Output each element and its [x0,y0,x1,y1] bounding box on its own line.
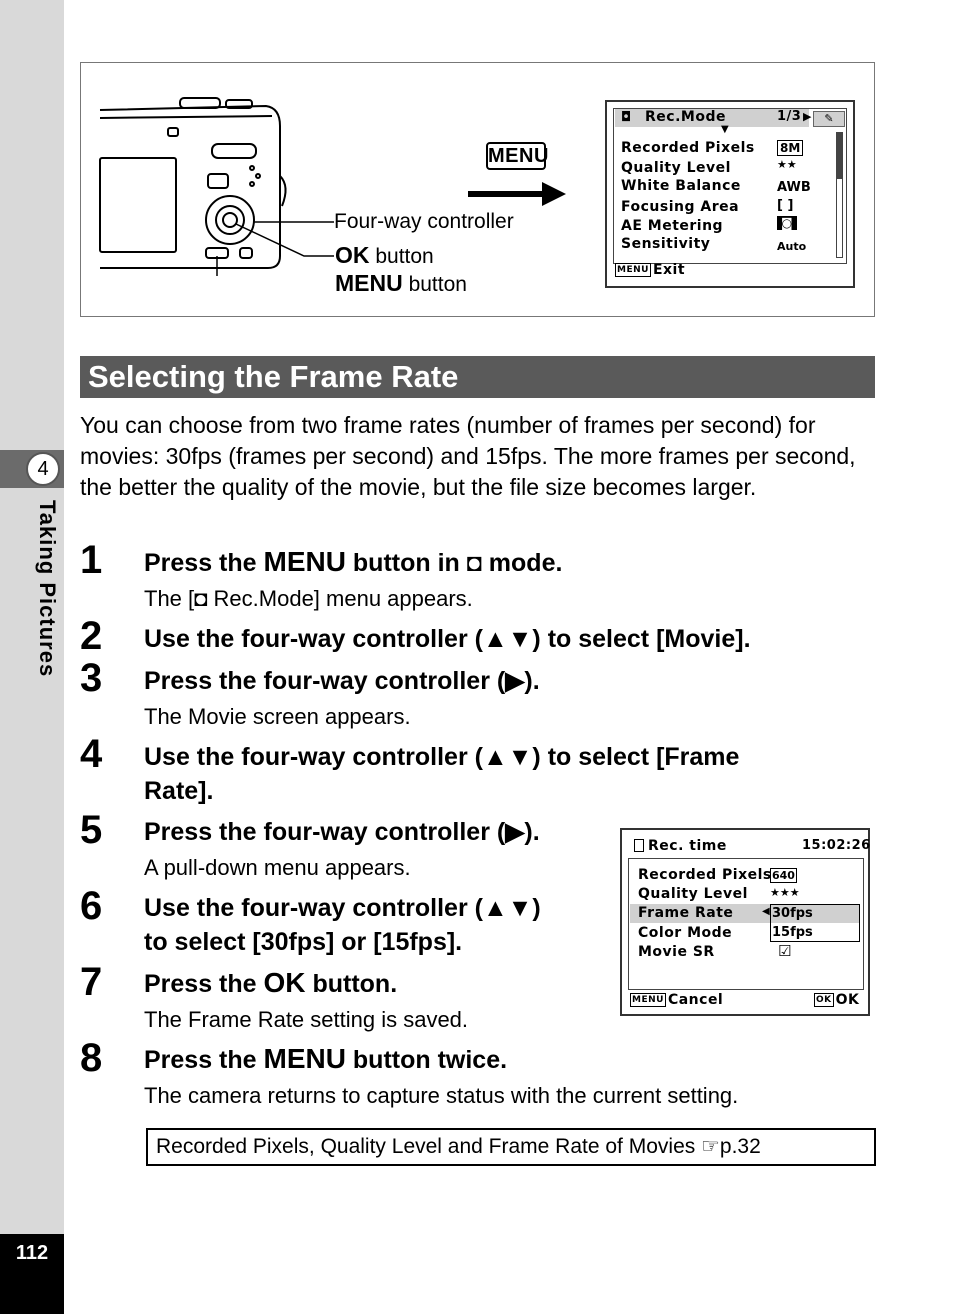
step-8-instruction [144,1042,507,1077]
rec-time-label: Rec. time [648,838,727,854]
exit-label: Exit [652,262,686,278]
ok-tag-icon: OK [816,995,832,1005]
step-text: Press the [144,549,264,577]
step-number: 2 [80,614,103,658]
camera-illustration [96,96,336,276]
step-text: button. [305,970,398,998]
menu-row-label: Quality Level [638,886,748,902]
step-text: Press the [144,970,264,998]
rec-time-value: 15:02:26 [802,838,871,853]
step-number: 3 [80,656,103,700]
ok-key-label: OK [335,242,370,268]
step-text: button in ◘ mode. [345,549,563,577]
arrow-right-icon [468,180,568,208]
step-7-instruction [144,966,397,1001]
dropdown-option-15fps[interactable]: 15fps [772,925,813,940]
ok-key-text: OK [263,967,306,998]
menu-row-label: White Balance [621,178,741,194]
step-7-result: The Frame Rate setting is saved. [144,1007,469,1032]
step-text: Use the four-way controller (▲▼) to select [Frame [144,743,740,771]
callout-ok-button [335,242,434,269]
rec-mode-header: Rec.Mode [645,109,726,125]
menu-button-word: button [408,273,467,296]
step-text: button twice. [345,1046,508,1074]
menu-key-text: MENU [263,1043,346,1074]
menu-tag-icon: MENU [617,265,649,275]
menu-row-label: AE Metering [621,218,724,234]
camera-icon: ◘ [621,110,632,125]
menu-row-value: AWB [777,180,811,195]
step-number: 4 [80,732,103,776]
step-2-instruction: Use the four-way controller (▲▼) to select [Movie]. [144,625,751,653]
movie-screen [620,828,870,1016]
step-3-result: The Movie screen appears. [144,704,411,729]
step-number: 1 [80,538,103,582]
step-1-instruction [144,545,562,580]
menu-row-label: Quality Level [621,160,731,176]
menu-row-label: Focusing Area [621,199,740,215]
step-number: 6 [80,884,103,928]
menu-tag-icon: MENU [632,995,664,1005]
ok-label: OK [835,992,860,1008]
section-title: Selecting the Frame Rate [88,359,459,394]
menu-row-label: Recorded Pixels [638,867,772,883]
step-3-instruction: Press the four-way controller (▶). [144,667,540,695]
step-text: Press the [144,1046,264,1074]
intro-paragraph: You can choose from two frame rates (number of frames per second) for movies: 30fps (frames per second) and 15fps. The more frames per second, the better the quality of the movie, but the file size becomes larger. [80,412,856,500]
chapter-number: 4 [26,452,60,486]
menu-key-text: MENU [263,546,346,577]
chevron-down-icon: ▼ [721,124,729,135]
menu-row-label: Frame Rate [638,905,734,921]
step-text: to select [30fps] or [15fps]. [144,928,463,956]
rec-mode-screen [605,100,855,288]
step-6-instruction [144,891,541,959]
reference-text: Recorded Pixels, Quality Level and Frame Rate of Movies ☞p.32 [156,1135,761,1158]
callout-four-way-controller: Four-way controller [334,210,514,233]
menu-row-value: 8M [777,140,803,156]
menu-row-value: ◙ [777,216,797,230]
menu-row-value: Auto [777,240,807,253]
rec-mode-page: 1/3 [777,109,802,124]
checkbox-icon: ☑ [778,942,792,960]
ok-button-word: button [375,245,434,268]
exit-hint [615,262,685,278]
rec-mode-scrollbar [836,132,843,258]
step-4-instruction [144,740,739,808]
menu-key-label: MENU [335,270,403,296]
chapter-title: Taking Pictures [35,500,60,678]
setup-tab-wrench-icon: ✎ [813,111,845,127]
menu-row-label: Color Mode [638,925,733,941]
memory-card-icon [634,839,644,852]
menu-row-label: Movie SR [638,944,715,960]
ok-hint [814,992,859,1008]
cancel-label: Cancel [667,992,724,1008]
step-text: Use the four-way controller (▲▼) [144,894,541,922]
page-number: 112 [15,1242,49,1264]
menu-row-label: Recorded Pixels [621,140,755,156]
menu-row-value: 640 [772,869,795,882]
step-5-result: A pull-down menu appears. [144,855,411,880]
menu-key-icon: MENU [486,142,546,170]
step-number: 7 [80,960,103,1004]
step-1-result: The [◘ Rec.Mode] menu appears. [144,586,473,611]
menu-row-label: Sensitivity [621,236,711,252]
step-number: 8 [80,1036,103,1080]
menu-row-value: [ ] [777,198,794,213]
menu-row-value: ★★★ [770,886,800,899]
callout-menu-button [335,270,467,297]
chevron-left-icon: ◀ [762,906,770,917]
step-5-instruction: Press the four-way controller (▶). [144,818,540,846]
step-text: Rate]. [144,777,214,805]
dropdown-option-30fps[interactable]: 30fps [772,906,813,921]
step-number: 5 [80,808,103,852]
menu-row-value: ★★ [777,158,797,171]
play-right-icon: ▶ [803,110,812,123]
step-8-result: The camera returns to capture status with the current setting. [144,1083,739,1108]
cancel-hint [630,992,723,1008]
